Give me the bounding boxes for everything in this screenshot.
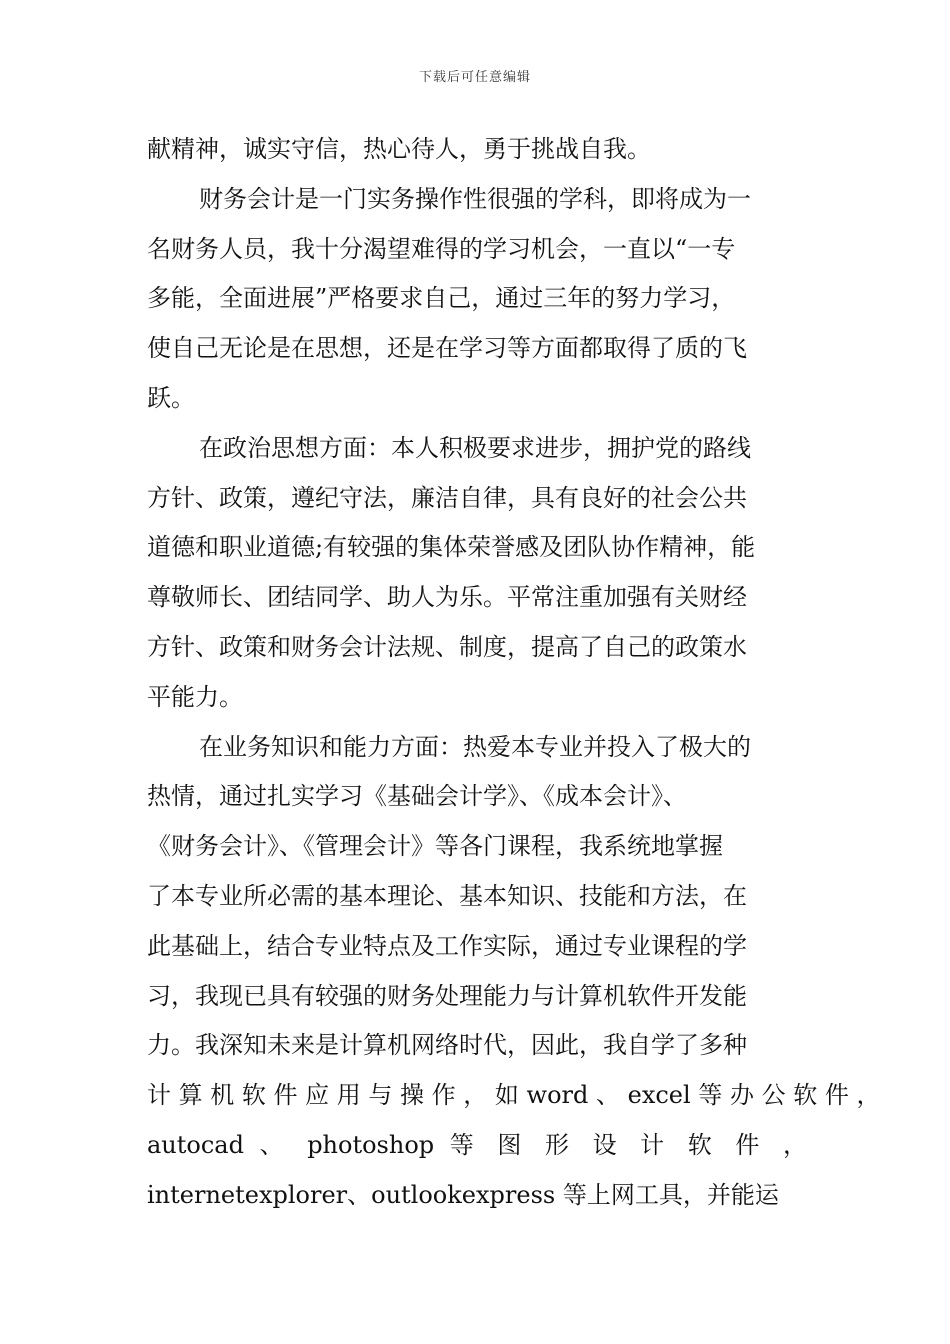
page-header: 下载后可任意编辑 xyxy=(418,70,531,85)
text-line: 力。我深知未来是计算机网络时代，因此，我自学了多种 xyxy=(147,1031,747,1060)
paragraph-first-line: 在政治思想方面：本人积极要求进步，拥护党的路线 xyxy=(199,433,751,462)
text-line: 多能，全面进展”严格要求自己，通过三年的努力学习， xyxy=(147,284,736,313)
text-line: 《财务会计》、《管理会计》等各门课程，我系统地掌握 xyxy=(147,832,723,861)
paragraph-first-line: 财务会计是一门实务操作性很强的学科，即将成为一 xyxy=(199,184,751,213)
text-line: 计 算 机 软 件 应 用 与 操 作 ， 如 word 、 excel 等 办 公 软 件 ， xyxy=(147,1081,881,1110)
text-line: 献精神，诚实守信，热心待人，勇于挑战自我。 xyxy=(147,135,651,163)
text-line: 道德和职业道德;有较强的集体荣誉感及团队协作精神，能 xyxy=(147,533,756,562)
text-line: 平能力。 xyxy=(147,682,243,711)
text-line: 了本专业所必需的基本理论、基本知识、技能和方法，在 xyxy=(147,881,747,910)
paragraph-first-line: 在业务知识和能力方面：热爱本专业并投入了极大的 xyxy=(199,732,751,761)
text-line: 此基础上，结合专业特点及工作实际，通过专业课程的学 xyxy=(147,931,747,960)
text-line: 名财务人员，我十分渴望难得的学习机会，一直以“一专 xyxy=(147,234,736,263)
text-line: 使自己无论是在思想，还是在学习等方面都取得了质的飞 xyxy=(147,334,747,363)
text-line: internetexplorer、outlookexpress 等上网工具，并能运 xyxy=(147,1180,779,1209)
text-line: 热情，通过扎实学习《基础会计学》、《成本会计》、 xyxy=(147,782,687,811)
text-line: 方针、政策，遵纪守法，廉洁自律，具有良好的社会公共 xyxy=(147,483,747,512)
text-line: autocad 、 photoshop 等 图 形 设 计 软 件 ， xyxy=(147,1130,807,1159)
text-line: 方针、政策和财务会计法规、制度，提高了自己的政策水 xyxy=(147,632,747,661)
text-line: 尊敬师长、团结同学、助人为乐。平常注重加强有关财经 xyxy=(147,583,747,612)
text-line: 习，我现已具有较强的财务处理能力与计算机软件开发能 xyxy=(147,981,747,1010)
text-line: 跃。 xyxy=(147,383,195,412)
document-body xyxy=(147,125,881,1221)
